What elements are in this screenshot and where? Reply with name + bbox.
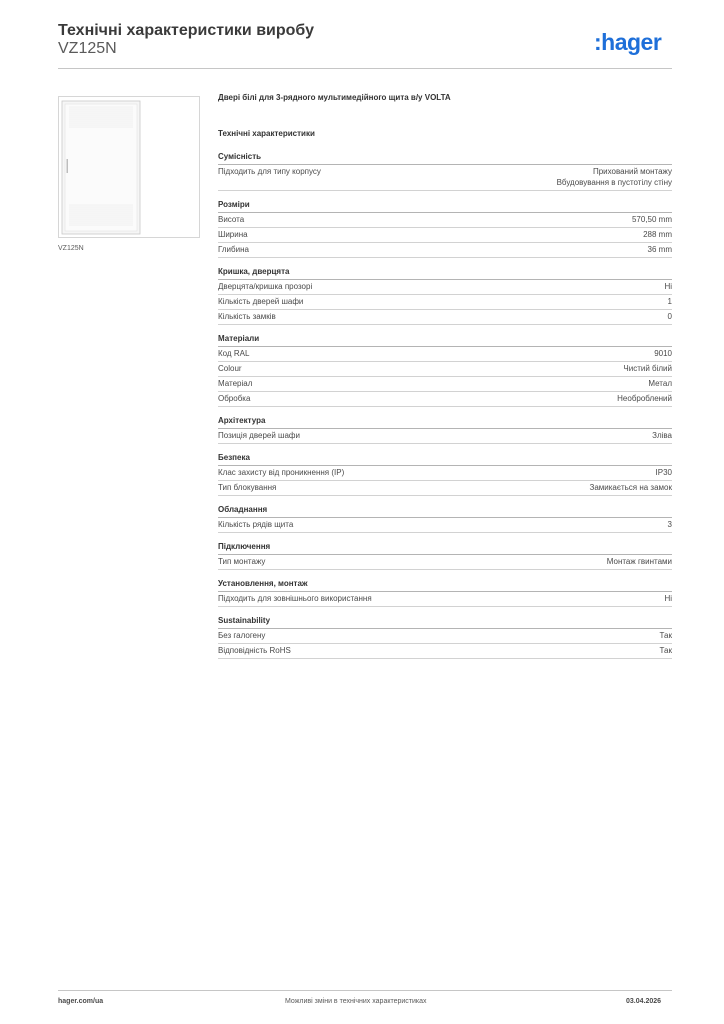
- spec-label: Код RAL: [218, 349, 250, 358]
- spec-value-line: 288 mm: [643, 230, 672, 239]
- spec-label: Глибина: [218, 245, 249, 254]
- product-image: [59, 97, 199, 237]
- section-title: Підключення: [218, 542, 672, 555]
- spec-label: Підходить для типу корпусу: [218, 167, 321, 176]
- spec-value: [652, 430, 672, 441]
- spec-value: [668, 311, 672, 322]
- product-code: VZ125N: [58, 40, 117, 57]
- spec-value: [660, 630, 672, 641]
- spec-row: [218, 518, 672, 533]
- spec-content: [218, 93, 672, 668]
- section-title: Матеріали: [218, 334, 672, 347]
- spec-row: [218, 466, 672, 481]
- spec-label: Кількість рядів щита: [218, 520, 294, 529]
- section-title: Кришка, дверцята: [218, 267, 672, 280]
- spec-value: [656, 467, 672, 478]
- spec-value-line: 0: [667, 312, 672, 321]
- specs-heading: Технічні характеристики: [218, 129, 315, 138]
- spec-value-line: 3: [667, 520, 672, 529]
- spec-section: [218, 334, 672, 407]
- spec-row: [218, 228, 672, 243]
- spec-section: [218, 453, 672, 496]
- spec-value: [648, 244, 672, 255]
- spec-row: [218, 213, 672, 228]
- spec-value-line: Так: [659, 646, 672, 655]
- spec-row: [218, 629, 672, 644]
- spec-value-line: Ні: [664, 594, 672, 603]
- spec-label: Клас захисту від проникнення (IP): [218, 468, 345, 477]
- spec-row: [218, 481, 672, 496]
- spec-row: [218, 165, 672, 191]
- spec-label: Підходить для зовнішнього використання: [218, 594, 372, 603]
- spec-value-line: Ні: [664, 282, 672, 291]
- spec-value-line: Монтаж гвинтами: [606, 557, 672, 566]
- spec-value-line: Метал: [648, 379, 672, 388]
- spec-label: Висота: [218, 215, 245, 224]
- spec-label: Позиція дверей шафи: [218, 431, 300, 440]
- spec-value: [668, 296, 672, 307]
- spec-value: [590, 482, 673, 493]
- spec-value: [654, 348, 672, 359]
- spec-section: [218, 152, 672, 191]
- spec-row: [218, 310, 672, 325]
- spec-value-line: Зліва: [652, 431, 672, 440]
- spec-label: Кількість замків: [218, 312, 276, 321]
- spec-row: [218, 280, 672, 295]
- spec-value-line: 36 mm: [647, 245, 672, 254]
- section-title: Безпека: [218, 453, 672, 466]
- spec-value: [648, 378, 672, 389]
- spec-value: [660, 645, 672, 656]
- spec-row: [218, 362, 672, 377]
- section-title: Sustainability: [218, 616, 672, 629]
- spec-label: Кількість дверей шафи: [218, 297, 304, 306]
- spec-value: [668, 519, 672, 530]
- spec-value-line: Необроблений: [617, 394, 672, 403]
- spec-label: Тип блокування: [218, 483, 277, 492]
- spec-row: [218, 644, 672, 659]
- spec-row: [218, 592, 672, 607]
- spec-section: [218, 267, 672, 325]
- spec-section: [218, 542, 672, 570]
- spec-label: Тип монтажу: [218, 557, 266, 566]
- product-image-caption: VZ125N: [58, 245, 84, 252]
- spec-value-line: IP30: [655, 468, 672, 477]
- spec-value: [617, 393, 672, 404]
- spec-sections: [218, 152, 672, 659]
- product-image-frame: [58, 96, 200, 238]
- spec-row: [218, 347, 672, 362]
- section-title: Сумісність: [218, 152, 672, 165]
- spec-value-line: Замикається на замок: [589, 483, 672, 492]
- logo-wordmark: :hager: [594, 29, 662, 55]
- spec-label: Colour: [218, 364, 242, 373]
- spec-section: [218, 505, 672, 533]
- footer-divider: [58, 990, 672, 991]
- spec-value-line: Прихований монтажу: [592, 167, 672, 176]
- footer-date: 03.04.2026: [626, 998, 662, 1005]
- section-title: Архітектура: [218, 416, 672, 429]
- spec-label: Дверцята/кришка прозорі: [218, 282, 313, 291]
- page-title: Технічні характеристики виробу: [58, 22, 314, 39]
- spec-value: [623, 363, 672, 374]
- spec-section: [218, 616, 672, 659]
- section-title: Установлення, монтаж: [218, 579, 672, 592]
- spec-label: Відповідність RoHS: [218, 646, 291, 655]
- spec-value-line: 9010: [654, 349, 672, 358]
- footer-disclaimer: Можливі зміни в технічних характеристиках: [285, 998, 427, 1005]
- spec-value-line: 570,50 mm: [631, 215, 672, 224]
- spec-row: [218, 377, 672, 392]
- spec-section: [218, 579, 672, 607]
- spec-label: Матеріал: [218, 379, 253, 388]
- spec-label: Обробка: [218, 394, 251, 403]
- spec-value: [664, 593, 672, 604]
- spec-value: [643, 229, 672, 240]
- spec-value-line: Чистий білий: [623, 364, 672, 373]
- spec-row: [218, 295, 672, 310]
- spec-row: [218, 429, 672, 444]
- spec-value: [632, 214, 672, 225]
- spec-section: [218, 200, 672, 258]
- footer-website: hager.com/ua: [58, 998, 104, 1005]
- spec-value-line: Так: [659, 631, 672, 640]
- spec-value-line: 1: [667, 297, 672, 306]
- spec-value: [557, 166, 672, 188]
- spec-section: [218, 416, 672, 444]
- spec-row: [218, 555, 672, 570]
- spec-value: [664, 281, 672, 292]
- section-title: Обладнання: [218, 505, 672, 518]
- spec-row: [218, 392, 672, 407]
- spec-value-line: Вбудовування в пустотілу стіну: [556, 178, 672, 187]
- header-divider: [58, 68, 672, 69]
- section-title: Розміри: [218, 200, 672, 213]
- product-name: Двері білі для 3-рядного мультимедійного щита в/у VOLTA: [218, 93, 451, 102]
- spec-row: [218, 243, 672, 258]
- spec-value: [607, 556, 672, 567]
- spec-label: Без галогену: [218, 631, 266, 640]
- spec-label: Ширина: [218, 230, 248, 239]
